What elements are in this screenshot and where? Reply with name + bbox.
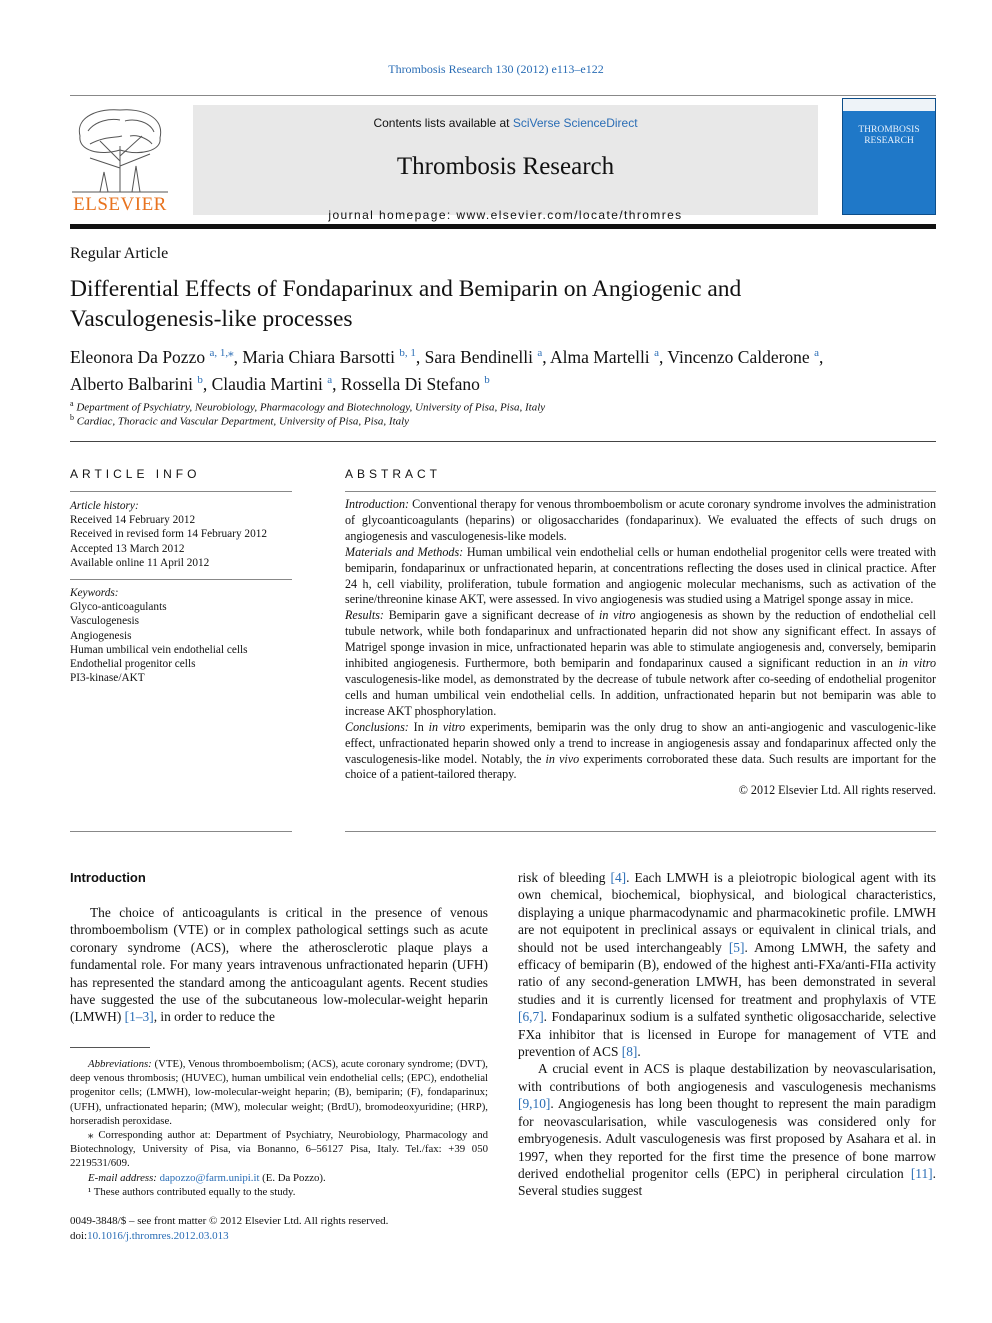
- journal-homepage: [193, 208, 818, 222]
- section-text: Conventional therapy for venous thromboembolism or acute coronary syndrome involves the administration of glycoanticoagulants (heparins) or oligosaccharides (fondaparinux). We evaluated the effects of such drugs on angiogenesis and vasculogenesis-like models.: [345, 497, 936, 543]
- author-name[interactable]: Vincenzo Calderone: [667, 346, 810, 367]
- affiliation-mark: b: [70, 413, 74, 422]
- author-affil-mark[interactable]: a: [327, 373, 333, 386]
- author-name[interactable]: Sara Bendinelli: [424, 346, 533, 367]
- journal-citation[interactable]: Thrombosis Research 130 (2012) e113–e122: [388, 62, 604, 76]
- footnote-text: (E. Da Pozzo).: [259, 1171, 326, 1184]
- article-history: [70, 499, 292, 570]
- affiliation-mark: a: [70, 399, 74, 408]
- footnotes: [70, 1057, 488, 1199]
- intro-left-column: [70, 904, 488, 1026]
- abstract-conclusions: [345, 720, 936, 784]
- abbreviations-footnote: [70, 1057, 488, 1128]
- cover-title-line-1: THROMBOSIS: [858, 125, 920, 135]
- equal-contribution-footnote: ¹ These authors contributed equally to the study.: [88, 1185, 296, 1198]
- citation-link[interactable]: [8]: [621, 1044, 638, 1060]
- footnote-rule: [70, 1047, 150, 1048]
- italic-term: in vitro: [599, 608, 636, 623]
- authors-line-2: Alberto Balbarini $^b$, Claudia Martini $^a$, Rossella Di Stefano $^b$: [70, 373, 490, 394]
- citation-link[interactable]: [4]: [610, 870, 627, 885]
- header-band: [193, 105, 818, 222]
- title-line-2: Vasculogenesis-like processes: [70, 306, 353, 332]
- author-list: [70, 342, 940, 396]
- author-name[interactable]: Alberto Balbarini: [70, 373, 193, 394]
- section-label: Introduction:: [345, 497, 410, 511]
- keyword-item: Endothelial progenitor cells: [70, 658, 196, 671]
- body-text: . Fondaparinux sodium is a sulfated synthetic oligosaccharide, selective FXa inhibitor that is licensed in Europe for management of VTE and prevention of ACS: [518, 1009, 936, 1060]
- contents-line: [193, 116, 818, 130]
- authors-line-1: Eleonora Da Pozzo $^{a, 1,⁎}$, Maria Chiara Barsotti $^{b, 1}$, Sara Bendinelli $^a$, Alma Martelli $^a$, Vincenzo Calderone $^a$,: [70, 346, 824, 367]
- body-text: . Among LMWH, the safety and efficacy of bemiparin (B), endowed of the highest anti-FXa/anti-FIIa activity ratio of any second-generation LMWH, has been demonstrated in several studies and it is currently licensed for treatment and prophylaxis of VTE: [518, 939, 936, 1007]
- abstract-copyright: © 2012 Elsevier Ltd. All rights reserved.: [738, 783, 936, 798]
- author-name[interactable]: Claudia Martini: [211, 373, 323, 394]
- abstract-rule: [345, 491, 936, 492]
- author-name[interactable]: Maria Chiara Barsotti: [242, 346, 395, 367]
- section-text: vasculogenesis-like model, as demonstrated by the decrease of tubule network after co-seeding of endothelial progenitor cells and human umbilical vein endothelial cells. In addition, unfractionated heparin but not bemiparin was able to increase AKT phosphorylation.: [345, 671, 936, 718]
- corresponding-author-footnote: ⁎ Corresponding author at: Department of Psychiatry, Neurobiology, Pharmacology and Biotechnology, University of Pisa, via Bonanno, 6–56127 Pisa, Italy. Tel./fax: +39 050 2219531/609.: [70, 1129, 488, 1170]
- keyword-item: Human umbilical vein endothelial cells: [70, 643, 248, 656]
- elsevier-wordmark: ELSEVIER: [73, 194, 167, 215]
- keywords-block: [70, 586, 292, 685]
- elsevier-tree-icon: [70, 106, 170, 194]
- journal-name: Thrombosis Research: [396, 153, 615, 180]
- journal-header: [70, 95, 936, 228]
- footnote-label: Abbreviations:: [88, 1058, 152, 1070]
- author-affil-mark[interactable]: b: [197, 373, 203, 386]
- section-text: experiments corroborated these data. Such results are important for the choice of a patient-tailored therapy.: [345, 751, 936, 782]
- abstract-introduction: [345, 497, 936, 545]
- abstract-results: [345, 608, 936, 719]
- citation-link[interactable]: [9,10]: [518, 1096, 551, 1112]
- doi-prefix: doi:: [70, 1229, 88, 1242]
- section-label: Results:: [345, 608, 384, 623]
- body-text: The choice of anticoagulants is critical in the presence of venous thromboembolism (VTE) or in complex pathological settings such as acute coronary syndrome (ACS), where the atherosclerotic plaque plays a fundamental role. For many years intravenous unfractionated heparin (UFH) has represented the standard among the anticoagulant agents. Recent studies have suggested the use of the subcutaneous low-molecular-weight heparin (LMWH): [70, 905, 488, 1025]
- citation-link[interactable]: [5]: [728, 939, 745, 955]
- author-name[interactable]: Alma Martelli: [550, 346, 650, 367]
- body-text: . Several studies suggest: [518, 1165, 936, 1199]
- sciencedirect-link[interactable]: SciVerse ScienceDirect: [512, 116, 638, 130]
- abstract-heading: ABSTRACT: [345, 467, 442, 481]
- body-text: . Each LMWH is a pleiotropic biological agent with its own chemical, biochemical, biophysical, and biological characteristics, displaying a unique pharmacodynamic and pharmacokinetic profile. LMWH are not equipotent in preclinical assays or equivalent in clinical trials, and should not be used interchangeably: [518, 870, 936, 955]
- author-affil-mark[interactable]: b: [484, 373, 490, 386]
- citation-link[interactable]: [6,7]: [518, 1009, 544, 1025]
- author-affil-mark[interactable]: a: [654, 347, 659, 359]
- revised-date: Received in revised form 14 February 2012: [70, 528, 268, 541]
- body-paragraph: [518, 1060, 936, 1199]
- affiliation-text: Cardiac, Thoracic and Vascular Department, University of Pisa, Pisa, Italy: [76, 415, 410, 428]
- email-link[interactable]: dapozzo@farm.unipi.it: [159, 1171, 260, 1184]
- homepage-url[interactable]: www.elsevier.com/locate/thromres: [456, 208, 683, 222]
- body-text: risk of bleeding: [518, 870, 611, 885]
- body-text: .: [637, 1044, 641, 1060]
- accepted-date: Accepted 13 March 2012: [70, 542, 185, 555]
- keyword-item: PI3-kinase/AKT: [70, 672, 145, 685]
- article-info-heading: ARTICLE INFO: [70, 467, 201, 481]
- affiliation-divider: [70, 441, 936, 442]
- abstract-body: [345, 497, 936, 799]
- section-text: Bemiparin gave a significant decrease of: [383, 608, 600, 623]
- section-label: Conclusions:: [345, 719, 409, 734]
- article-info-rule: [70, 491, 292, 492]
- title-line-1: Differential Effects of Fondaparinux and Bemiparin on Angiogenic and: [70, 276, 742, 302]
- section-text: angiogenesis as shown by the reduction of endothelial cell tubule network, while both fondaparinux and unfractionated heparin did not show any significant effect. In assays of Matrigel sponge invasion in mice, unfractionated heparin was able to stimulate angiogenesis and, conversely, bemiparin inhibited angiogenesis. Furthermore, both bemiparin and fondaparinux caused a significant reduction in an: [345, 608, 937, 671]
- doi-link[interactable]: 10.1016/j.thromres.2012.03.013: [87, 1229, 229, 1242]
- abstract-methods: [345, 545, 936, 609]
- body-text: . Angiogenesis has long been thought to represent the main paradigm for neovascularisation, while vasculogenesis was considered only for embryogenesis. Adult vasculogenesis was first proposed by Asahara et al. in 1997, when they reported for the first time the presence of bone marrow derived endothelial progenitor cells (EPC) in peripheral circulation: [518, 1096, 936, 1181]
- cover-title-line-2: RESEARCH: [864, 136, 914, 146]
- section-text: In: [408, 719, 429, 734]
- section-label: Materials and Methods:: [345, 544, 464, 559]
- online-date: Available online 11 April 2012: [70, 556, 210, 569]
- contents-prefix: Contents lists available at: [373, 116, 513, 130]
- cover-title: [843, 125, 935, 147]
- info-bottom-rule: [70, 831, 292, 832]
- front-matter: [70, 1214, 388, 1243]
- section-text: Human umbilical vein endothelial cells or human endothelial progenitor cells were treated with bemiparin, fondaparinux or unfractionated heparin, at concentrations reflecting the doses used in clinical practice. After 24 h, cell viability, proliferation, tubule formation and angiogenic molecular mechanisms, such as activation of the serine/threonine kinase AKT, were assessed. In vivo angiogenesis was studied using a Matrigel sponge assay in mice.: [345, 544, 936, 607]
- affiliation-text: Department of Psychiatry, Neurobiology, Pharmacology and Biotechnology, University of Pisa, Pisa, Italy: [76, 401, 546, 414]
- history-rule: [70, 579, 292, 580]
- author-affil-mark[interactable]: a: [537, 347, 543, 359]
- italic-term: in vitro: [898, 656, 937, 671]
- citation-link[interactable]: [11]: [910, 1165, 933, 1181]
- abstract-bottom-rule: [345, 831, 936, 832]
- doi-line: [70, 1229, 388, 1244]
- author-name[interactable]: Rossella Di Stefano: [340, 373, 480, 394]
- author-affil-mark[interactable]: a, 1,⁎: [209, 347, 234, 359]
- keywords-label: Keywords:: [70, 587, 119, 599]
- footnote-text: (VTE), Venous thromboembolism; (ACS), acute coronary syndrome; (DVT), deep venous thrombosis; (HUVEC), human umbilical vein endothelial cells; (EPC), endothelial progenitor cells; (LMWH), low-molecular-weight heparin; (B), bemiparin; (F), fondaparinux; (UFH), unfractionated heparin; (MW), molecular weight; (BrdU), bromodeoxyuridine; (HRP), horseradish peroxidase.: [70, 1058, 488, 1127]
- author-name[interactable]: Eleonora Da Pozzo: [70, 346, 206, 367]
- footnote-label: E-mail address:: [88, 1171, 157, 1184]
- elsevier-logo[interactable]: [70, 106, 170, 216]
- citation-link[interactable]: [1–3]: [124, 1009, 154, 1025]
- history-label: Article history:: [70, 500, 139, 512]
- affiliation-b: [70, 413, 409, 428]
- intro-right-column: [518, 869, 936, 1200]
- journal-cover[interactable]: [842, 98, 936, 215]
- article-type: Regular Article: [70, 245, 169, 262]
- italic-term: in vivo: [545, 751, 580, 766]
- header-rule: [70, 224, 936, 229]
- body-paragraph: [70, 904, 488, 1026]
- issn-line: 0049-3848/$ – see front matter © 2012 Elsevier Ltd. All rights reserved.: [70, 1215, 389, 1227]
- introduction-heading: Introduction: [70, 870, 146, 885]
- email-footnote: [70, 1171, 488, 1185]
- affiliation-a: [70, 399, 545, 414]
- article-title: [70, 274, 900, 334]
- body-text: A crucial event in ACS is plaque destabilization by neovascularisation, with contributions of both angiogenesis and vasculogenesis mechanisms: [518, 1061, 936, 1094]
- keyword-item: Angiogenesis: [70, 629, 132, 642]
- homepage-prefix: journal homepage:: [328, 208, 457, 222]
- keyword-item: Vasculogenesis: [70, 615, 140, 628]
- received-date: Received 14 February 2012: [70, 514, 196, 527]
- keyword-item: Glyco-anticoagulants: [70, 601, 167, 614]
- body-text: , in order to reduce the: [153, 1009, 275, 1025]
- italic-term: in vitro: [428, 719, 466, 734]
- author-affil-mark[interactable]: a: [814, 347, 819, 359]
- section-text: experiments, bemiparin was the only drug to show an anti-angiogenic and vasculogenic-like effect, unfractionated heparin showed only a trend to increase in angiogenesis assay and fondaparinux affected only the vasculogenesis-like model. Notably, the: [345, 719, 936, 766]
- body-paragraph: [518, 869, 936, 1060]
- cover-top-strip: [843, 99, 935, 111]
- author-affil-mark[interactable]: b, 1: [399, 347, 416, 359]
